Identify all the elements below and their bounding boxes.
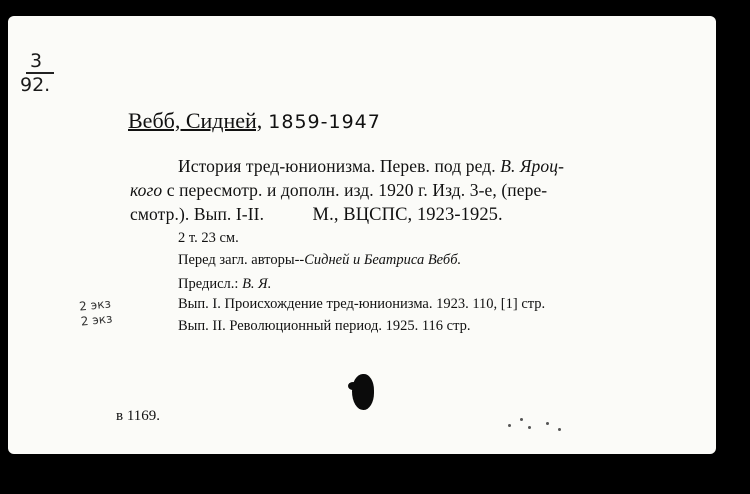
title-line-2: кого с пересмотр. и дополн. изд. 1920 г. Изд. 3-е, (пере- [130, 180, 548, 200]
ink-spot [348, 382, 358, 390]
title-line-1: История тред-юнионизма. Перев. под ред. В. Яроц- [178, 156, 565, 176]
editor-name-part-2: кого [130, 180, 163, 200]
authors-note-names: Сидней и Беатриса Вебб. [304, 252, 462, 268]
shelf-mark-bottom: 92. [20, 74, 51, 96]
author-heading [128, 108, 381, 134]
preface-note [178, 276, 271, 293]
authors-note-prefix: Перед загл. авторы-- [178, 252, 305, 268]
catalog-card [8, 16, 716, 454]
publication-info: М., ВЦСПС, 1923-1925. [312, 205, 503, 225]
ink-blot [352, 374, 374, 410]
editor-name-part-1: В. Яроц- [500, 156, 565, 176]
volumes-range: смотр.). Вып. I-II. [130, 204, 265, 224]
shelf-mark-top: 3 [30, 50, 43, 72]
extent: 2 т. 23 см. [178, 230, 239, 246]
volume-1-entry: Вып. I. Происхождение тред-юнионизма. 1923. 110, [1] стр. [178, 296, 546, 312]
preface-prefix: Предисл.: [178, 276, 243, 292]
inventory-notes [79, 296, 114, 329]
title-line-3 [130, 204, 503, 226]
inventory-note-1: 2 экз [78, 296, 112, 314]
volume-2-entry: Вып. II. Революционный период. 1925. 116 стр. [178, 318, 471, 334]
preface-author: В. Я. [242, 276, 272, 292]
author-dates: 1859-1947 [268, 111, 381, 133]
inventory-note-2: 2 экз [80, 311, 114, 329]
authors-note [178, 252, 461, 269]
author-name: Вебб, Сидней, [128, 108, 263, 133]
pencil-smudge [498, 410, 578, 436]
accession-number: в 1169. [116, 408, 161, 424]
